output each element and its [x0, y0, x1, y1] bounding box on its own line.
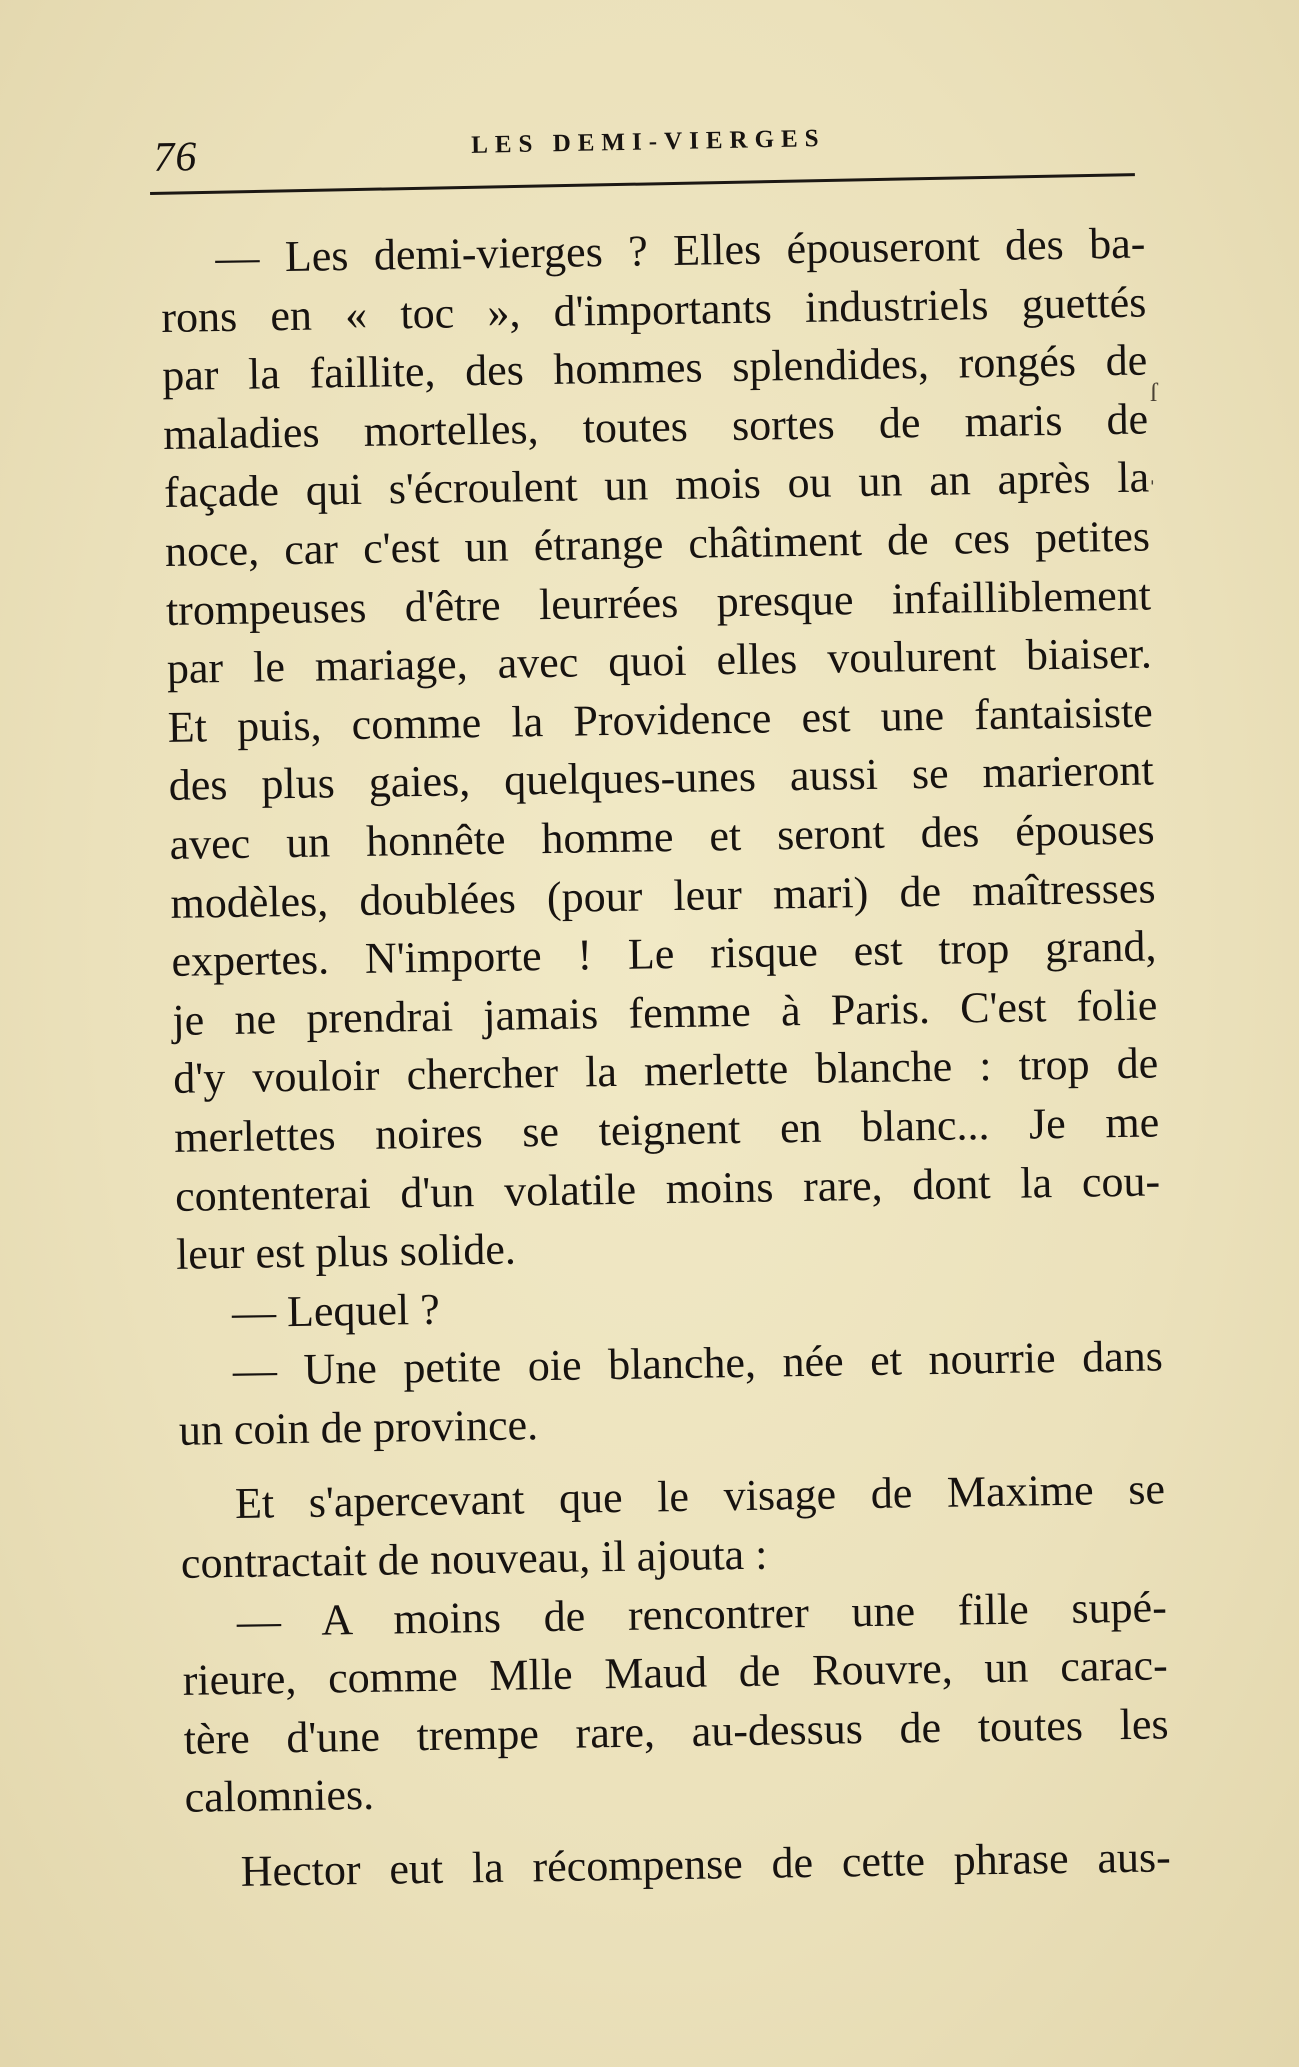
text-line: par le mariage, avec quoi elles voulurent biaiser. [166, 628, 1153, 694]
text-line: modèles, doublées (pour leur mari) de maîtresses [170, 862, 1156, 928]
text-line: — Lequel ? [231, 1284, 441, 1337]
text-line: expertes. N'importe ! Le risque est trop grand, [171, 921, 1157, 987]
text-line: des plus gaies, quelques-unes aussi se marieront [168, 745, 1154, 811]
text-line: rieure, comme Mlle Maud de Rouvre, un carac- [182, 1640, 1169, 1706]
body-text [160, 215, 1171, 1903]
text-line: — Une petite oie blanche, née et nourrie dans [232, 1331, 1164, 1396]
running-title: LES DEMI-VIERGES [470, 125, 826, 159]
text-line: tère d'une trempe rare, au-dessus de toutes les [183, 1699, 1169, 1764]
text-line: Et s'apercevant que le visage de Maxime se [234, 1464, 1166, 1529]
text-line: je ne prendrai jamais femme à Paris. C'est folie [172, 980, 1158, 1045]
text-line: rons en « toc », d'importants industriels guettés [160, 277, 1147, 342]
text-line: leur est plus solide. [175, 1224, 517, 1279]
text-line: calomnies. [184, 1770, 375, 1823]
text-line: par la faillite, des hommes splendides, rongés de [161, 335, 1148, 401]
text-line: — Les demi-vierges ? Elles épouseront des ba- [215, 218, 1146, 283]
text-line: — A moins de rencontrer une fille supé- [236, 1582, 1168, 1646]
text-line: Hector eut la récompense de cette phrase aus- [240, 1832, 1172, 1896]
text-line: trompeuses d'être leurrées presque infailliblement [165, 570, 1152, 635]
margin-mark: ˌ [1148, 456, 1157, 485]
margin-mark: ſ [1150, 378, 1158, 407]
text-line: façade qui s'écroulent un mois ou un an après la [163, 452, 1150, 518]
text-line: merlettes noires se teignent en blanc... Je me [173, 1097, 1160, 1162]
header-rule [150, 173, 1135, 195]
text-line: d'y vouloir chercher la merlette blanche : trop de [172, 1038, 1159, 1104]
text-line: avec un honnête homme et seront des épouses [169, 804, 1155, 869]
text-line: Et puis, comme la Providence est une fantaisiste [167, 687, 1154, 752]
text-line: noce, car c'est un étrange châtiment de ces petites [164, 511, 1151, 576]
text-line: contenterai d'un volatile moins rare, dont la cou- [174, 1155, 1161, 1221]
page-header [149, 101, 1135, 190]
page-number: 76 [152, 134, 198, 181]
text-line: contractait de nouveau, il ajouta : [180, 1529, 768, 1588]
text-line: maladies mortelles, toutes sortes de maris de [162, 394, 1149, 459]
text-line: un coin de province. [178, 1400, 539, 1455]
